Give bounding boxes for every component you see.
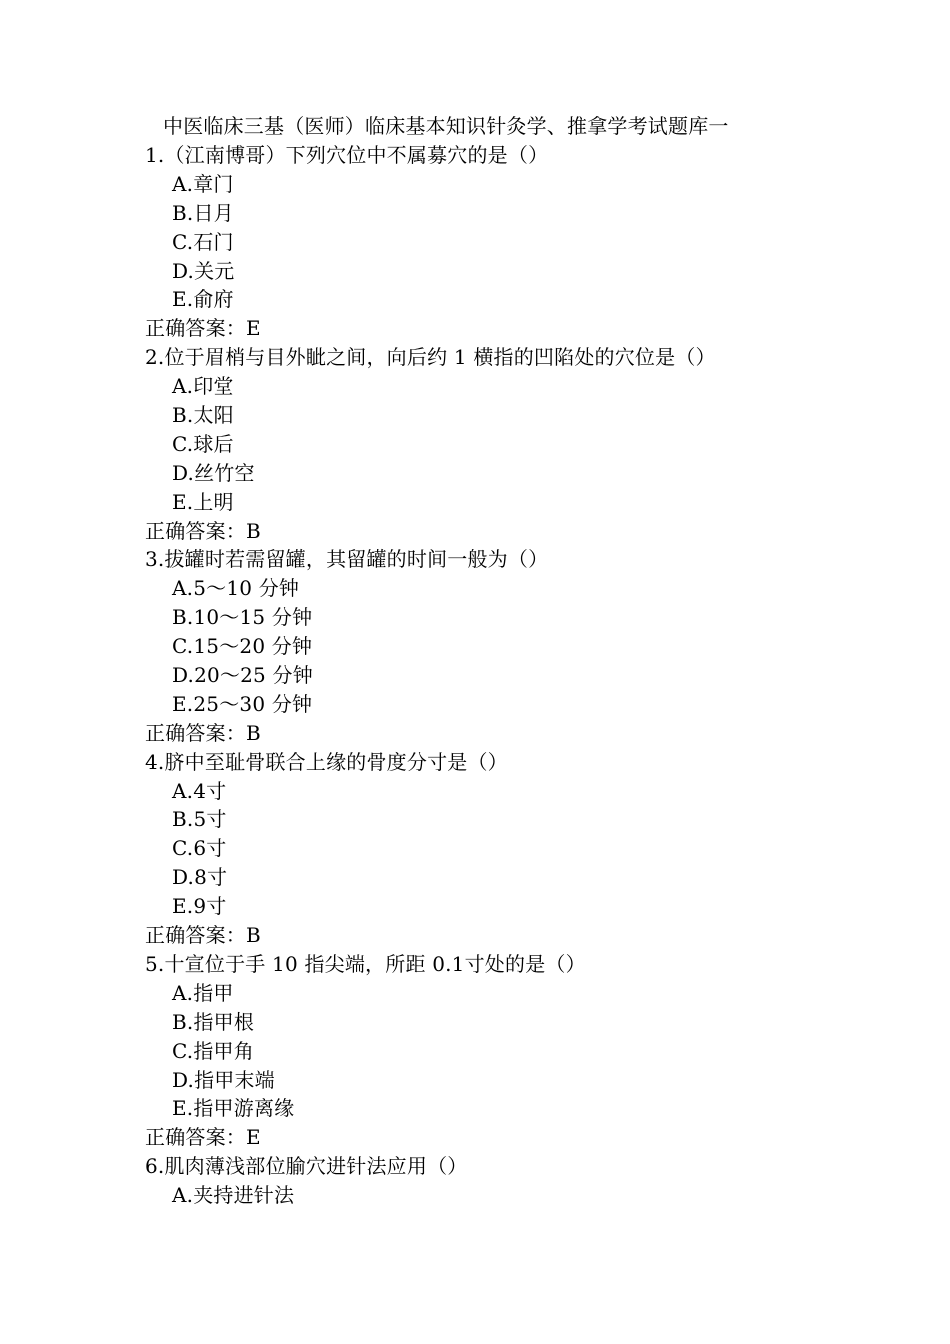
correct-answer: 正确答案：B — [145, 923, 261, 948]
option-e: E.9寸 — [172, 894, 227, 919]
option-a: A.印堂 — [172, 374, 234, 399]
option-d: D.关元 — [172, 258, 235, 283]
question-stem: 2.位于眉梢与目外眦之间，向后约 1 横指的凹陷处的穴位是（） — [145, 345, 716, 370]
option-d: D.指甲末端 — [172, 1067, 275, 1092]
option-a: A.4寸 — [172, 778, 227, 803]
option-b: B.日月 — [172, 200, 234, 225]
question-block — [145, 141, 845, 343]
option-a: A.5～10 分钟 — [172, 576, 300, 601]
question-block — [145, 748, 845, 950]
question-stem: 3.拔罐时若需留罐，其留罐的时间一般为（） — [145, 547, 549, 572]
option-c: C.6寸 — [172, 836, 227, 861]
option-a: A.指甲 — [172, 980, 234, 1005]
question-block — [145, 950, 845, 1152]
document-title: 中医临床三基（医师）临床基本知识针灸学、推拿学考试题库一 — [163, 114, 729, 138]
option-c: C.球后 — [172, 431, 234, 456]
option-e: E.指甲游离缘 — [172, 1096, 295, 1121]
question-list — [145, 141, 845, 1210]
option-d: D.丝竹空 — [172, 460, 255, 485]
correct-answer: 正确答案：B — [145, 720, 261, 745]
correct-answer: 正确答案：B — [145, 518, 261, 543]
question-stem: 6.肌肉薄浅部位腧穴进针法应用（） — [145, 1154, 468, 1179]
option-c: C.15～20 分钟 — [172, 634, 313, 659]
option-e: E.上明 — [172, 489, 234, 514]
question-stem: 1.（江南博哥）下列穴位中不属募穴的是（） — [145, 143, 549, 167]
option-c: C.指甲角 — [172, 1038, 254, 1063]
question-block — [145, 343, 845, 545]
option-b: B.10～15 分钟 — [172, 605, 313, 630]
option-a: A.夹持进针法 — [172, 1183, 295, 1208]
option-b: B.太阳 — [172, 403, 234, 428]
question-block — [145, 1152, 845, 1210]
option-d: D.8寸 — [172, 865, 228, 890]
correct-answer: 正确答案：E — [145, 1125, 261, 1150]
question-block — [145, 545, 845, 747]
option-a: A.章门 — [172, 171, 234, 196]
question-stem: 5.十宣位于手 10 指尖端，所距 0.1寸处的是（） — [145, 951, 586, 976]
question-stem: 4.脐中至耻骨联合上缘的骨度分寸是（） — [145, 749, 508, 774]
option-d: D.20～25 分钟 — [172, 663, 313, 688]
correct-answer: 正确答案：E — [145, 316, 261, 341]
option-b: B.指甲根 — [172, 1009, 255, 1034]
option-e: E.25～30 分钟 — [172, 691, 313, 716]
option-c: C.石门 — [172, 229, 234, 254]
option-e: E.俞府 — [172, 287, 234, 312]
option-b: B.5寸 — [172, 807, 227, 832]
